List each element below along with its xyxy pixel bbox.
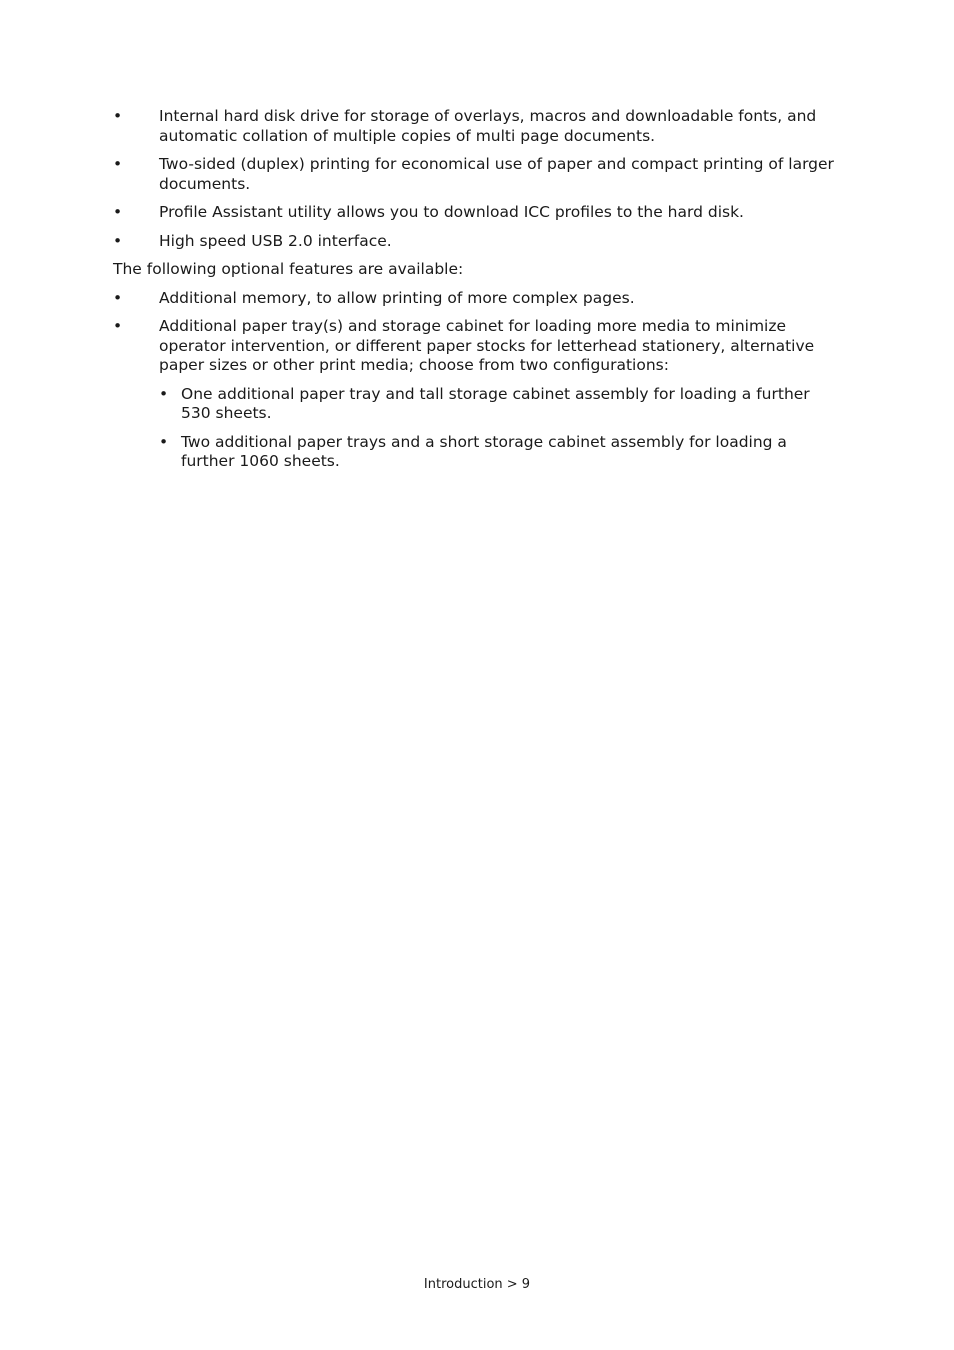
list-item xyxy=(113,232,843,252)
bullet-icon: • xyxy=(113,155,123,173)
page-footer: Introduction > 9 xyxy=(423,1277,531,1292)
list-item xyxy=(113,289,843,309)
bullet-icon: • xyxy=(113,288,123,307)
optional-features-intro: The following optional features are available: xyxy=(113,260,464,278)
feature-list xyxy=(113,107,843,251)
bullet-icon: • xyxy=(159,432,169,451)
bullet-icon: • xyxy=(113,317,123,335)
list-item-text: Internal hard disk drive for storage of overlays, macros and downloadable fonts, and automatic collation of multiple copies of multi page documents. xyxy=(159,107,817,145)
bullet-icon: • xyxy=(113,203,123,221)
bullet-icon: • xyxy=(159,384,169,403)
sub-list-item-text: Two additional paper trays and a short storage cabinet assembly for loading a further 1060 sheets. xyxy=(181,432,787,470)
list-item-text: Additional paper tray(s) and storage cabinet for loading more media to minimize operator intervention, or different paper stocks for letterhead stationery, alternative paper sizes or other print media; choose from two configurations: xyxy=(159,317,815,374)
configuration-list xyxy=(159,385,843,472)
list-item-text: Two-sided (duplex) printing for economical use of paper and compact printing of larger documents. xyxy=(159,155,834,193)
sub-list-item xyxy=(159,385,843,424)
bullet-icon: • xyxy=(113,107,123,125)
sub-list-item-text: One additional paper tray and tall storage cabinet assembly for loading a further 530 sheets. xyxy=(181,384,810,422)
document-body xyxy=(113,107,843,481)
sub-list-item xyxy=(159,433,843,472)
list-item-text: High speed USB 2.0 interface. xyxy=(159,231,392,250)
list-item xyxy=(113,155,843,194)
list-item xyxy=(113,317,843,472)
optional-feature-list xyxy=(113,289,843,472)
list-item xyxy=(113,107,843,146)
list-item-text: Profile Assistant utility allows you to download ICC profiles to the hard disk. xyxy=(159,203,744,221)
list-item-text: Additional memory, to allow printing of more complex pages. xyxy=(159,288,635,307)
bullet-icon: • xyxy=(113,231,123,250)
list-item xyxy=(113,203,843,223)
